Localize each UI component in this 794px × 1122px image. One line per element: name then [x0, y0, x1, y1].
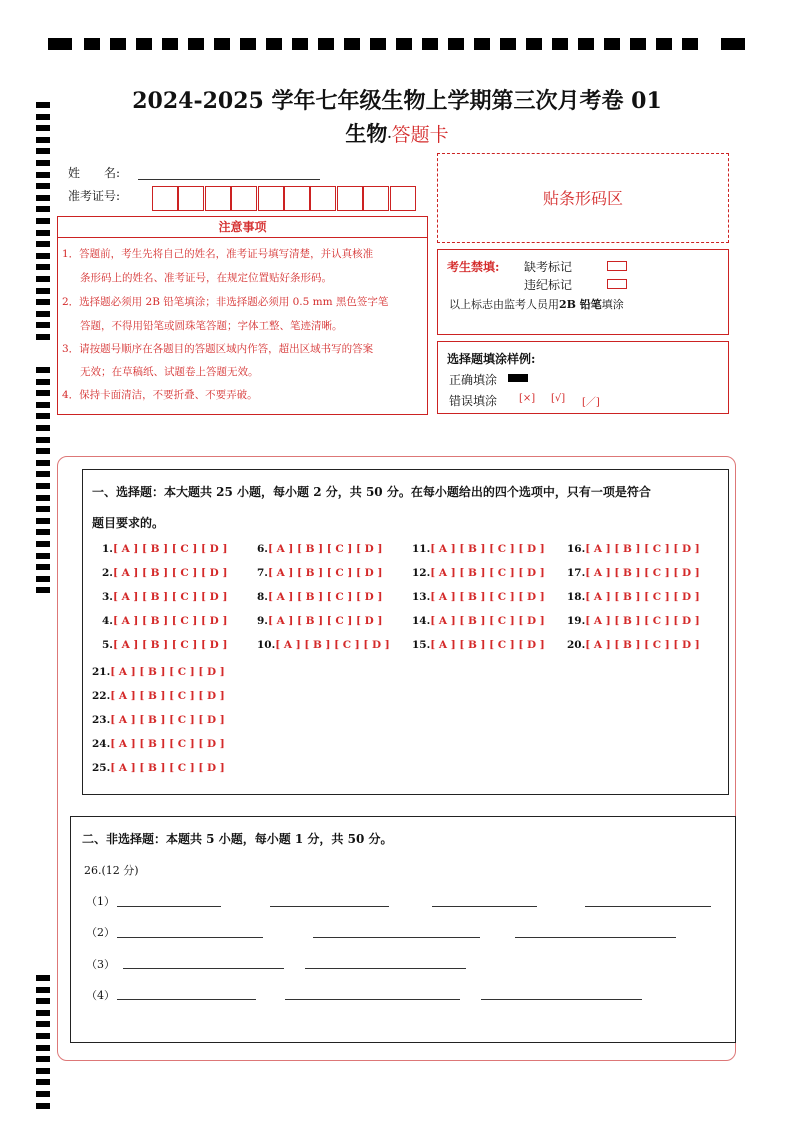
- choice-question[interactable]: [567, 639, 700, 651]
- answer-options[interactable]: [ A ] [ B ] [ C ] [ D ]: [430, 567, 545, 579]
- notice-line: 答题，不得用铅笔或圆珠笔答题；字体工整、笔迹清晰。: [80, 320, 343, 332]
- correct-fill-sample: [508, 374, 528, 382]
- answer-options[interactable]: [ A ] [ B ] [ C ] [ D ]: [110, 666, 225, 678]
- answer-line[interactable]: [313, 937, 480, 938]
- choice-question[interactable]: [257, 567, 382, 579]
- page-subtitle: [0, 118, 794, 148]
- answer-options[interactable]: [ A ] [ B ] [ C ] [ D ]: [112, 567, 228, 579]
- side-timing-mark: [36, 1021, 50, 1027]
- absent-mark-box[interactable]: [607, 261, 627, 271]
- side-timing-mark: [36, 172, 50, 178]
- side-timing-mark: [36, 230, 50, 236]
- choice-question[interactable]: [567, 591, 700, 603]
- forbidden-label: 考生禁填:: [447, 260, 500, 274]
- notice-line: 4．保持卡面清洁，不要折叠、不要弄破。: [62, 389, 258, 401]
- choice-question[interactable]: [102, 543, 227, 555]
- side-timing-mark: [36, 425, 50, 431]
- side-timing-mark: [36, 390, 50, 396]
- answer-options[interactable]: [ A ] [ B ] [ C ] [ D ]: [110, 738, 225, 750]
- answer-options[interactable]: [ A ] [ B ] [ C ] [ D ]: [430, 543, 545, 555]
- exam-id-digit-box[interactable]: [284, 186, 310, 211]
- choice-question[interactable]: [102, 639, 227, 651]
- violation-mark-box[interactable]: [607, 279, 627, 289]
- side-timing-mark: [36, 1068, 50, 1074]
- question-number: 12.: [412, 567, 431, 579]
- wrong-mark: [×]: [519, 393, 536, 404]
- wrong-fill-label: 错误填涂: [449, 394, 498, 408]
- part-label: （3）: [86, 958, 115, 971]
- side-timing-mark: [36, 276, 50, 282]
- question-number: 18.: [567, 591, 586, 603]
- choice-question[interactable]: [412, 615, 545, 627]
- exam-id-digit-box[interactable]: [205, 186, 231, 211]
- sample-title: 选择题填涂样例:: [447, 352, 536, 366]
- choice-question[interactable]: [257, 615, 382, 627]
- question-number: 14.: [412, 615, 431, 627]
- answer-options[interactable]: [ A ] [ B ] [ C ] [ D ]: [275, 639, 390, 651]
- choice-question[interactable]: [92, 690, 225, 702]
- subject-label: 生物: [345, 121, 388, 146]
- section1-heading: 一、选择题：本大题共 25 小题，每小题 2 分，共 50 分。在每小题给出的四个选项中，只有一项是符合: [92, 485, 651, 499]
- choice-question[interactable]: [567, 567, 700, 579]
- answer-line[interactable]: [117, 937, 263, 938]
- side-timing-mark: [36, 1079, 50, 1085]
- side-timing-mark: [36, 311, 50, 317]
- notice-line: 3．请按题号顺序在各题目的答题区域内作答，超出区域书写的答案: [62, 343, 374, 355]
- section2-heading: 二、非选择题：本题共 5 小题，每小题 1 分，共 50 分。: [82, 832, 393, 846]
- question-number: 23.: [92, 714, 111, 726]
- barcode-area-label: 贴条形码区: [542, 189, 623, 208]
- side-timing-mark: [36, 987, 50, 993]
- side-timing-mark: [36, 253, 50, 259]
- question-number: 3.: [102, 591, 113, 603]
- question-number: 1.: [102, 543, 113, 555]
- answer-line[interactable]: [515, 937, 676, 938]
- side-timing-mark: [36, 576, 50, 582]
- exam-id-digit-box[interactable]: [178, 186, 204, 211]
- question-number: 9.: [257, 615, 268, 627]
- exam-id-label: 准考证号:: [68, 189, 121, 203]
- choice-question[interactable]: [257, 591, 382, 603]
- side-timing-mark: [36, 460, 50, 466]
- exam-id-digit-box[interactable]: [152, 186, 178, 211]
- name-field[interactable]: [138, 179, 320, 180]
- section1-heading-cont: 题目要求的。: [92, 516, 165, 530]
- exam-id-digit-box[interactable]: [310, 186, 336, 211]
- side-timing-mark: [36, 518, 50, 524]
- exam-id-digit-box[interactable]: [363, 186, 389, 211]
- side-timing-mark: [36, 448, 50, 454]
- forbidden-note: [449, 296, 624, 312]
- choice-question[interactable]: [92, 738, 225, 750]
- notice-line: 无效；在草稿纸、试题卷上答题无效。: [80, 366, 259, 378]
- question-number: 20.: [567, 639, 586, 651]
- choice-question[interactable]: [412, 591, 545, 603]
- answer-card-label: 答题卡: [391, 124, 449, 146]
- choice-question[interactable]: [567, 615, 700, 627]
- side-timing-mark: [36, 529, 50, 535]
- question-number: 16.: [567, 543, 586, 555]
- forbidden-note-bold: 2B 铅笔: [559, 298, 602, 311]
- top-timing-marks: [48, 38, 745, 52]
- question-number: 24.: [92, 738, 111, 750]
- side-timing-mark: [36, 160, 50, 166]
- side-timing-mark: [36, 1010, 50, 1016]
- question-number: 10.: [257, 639, 276, 651]
- exam-id-digit-box[interactable]: [258, 186, 284, 211]
- side-timing-mark: [36, 483, 50, 489]
- side-timing-mark: [36, 1045, 50, 1051]
- side-timing-mark: [36, 264, 50, 270]
- notice-line: 条形码上的姓名、准考证号，在规定位置贴好条形码。: [80, 272, 332, 284]
- side-timing-mark: [36, 1091, 50, 1097]
- subtitle-dot: ·: [387, 130, 392, 144]
- choice-question[interactable]: [412, 543, 545, 555]
- part-label: （4）: [86, 989, 115, 1002]
- part-label: （2）: [86, 926, 115, 939]
- answer-options[interactable]: [ A ] [ B ] [ C ] [ D ]: [267, 591, 383, 603]
- answer-options[interactable]: [ A ] [ B ] [ C ] [ D ]: [267, 567, 383, 579]
- question-number: 15.: [412, 639, 431, 651]
- choice-question[interactable]: [102, 591, 227, 603]
- side-timing-mark: [36, 148, 50, 154]
- answer-options[interactable]: [ A ] [ B ] [ C ] [ D ]: [110, 690, 225, 702]
- answer-line[interactable]: [117, 999, 256, 1000]
- question-number: 25.: [92, 762, 111, 774]
- answer-options[interactable]: [ A ] [ B ] [ C ] [ D ]: [112, 591, 228, 603]
- choice-question[interactable]: [92, 762, 225, 774]
- question-number: 4.: [102, 615, 113, 627]
- side-timing-mark: [36, 241, 50, 247]
- side-timing-mark: [36, 975, 50, 981]
- part-label: （1）: [86, 895, 115, 908]
- side-timing-mark: [36, 288, 50, 294]
- answer-line[interactable]: [270, 906, 389, 907]
- answer-options[interactable]: [ A ] [ B ] [ C ] [ D ]: [112, 639, 228, 651]
- answer-line[interactable]: [305, 968, 466, 969]
- answer-options[interactable]: [ A ] [ B ] [ C ] [ D ]: [430, 639, 545, 651]
- section2-box: [70, 816, 736, 1043]
- side-timing-mark: [36, 541, 50, 547]
- side-timing-mark: [36, 437, 50, 443]
- side-timing-mark: [36, 195, 50, 201]
- absent-mark-label: 缺考标记: [524, 260, 573, 274]
- choice-question[interactable]: [257, 543, 382, 555]
- answer-line[interactable]: [585, 906, 711, 907]
- correct-fill-label: 正确填涂: [449, 373, 498, 387]
- wrong-mark: [／]: [582, 397, 600, 408]
- answer-options[interactable]: [ A ] [ B ] [ C ] [ D ]: [267, 543, 383, 555]
- answer-options[interactable]: [ A ] [ B ] [ C ] [ D ]: [112, 615, 228, 627]
- side-timing-mark: [36, 413, 50, 419]
- q26-label: 26.(12 分): [84, 864, 139, 877]
- question-number: 8.: [257, 591, 268, 603]
- answer-options[interactable]: [ A ] [ B ] [ C ] [ D ]: [430, 615, 545, 627]
- side-timing-mark: [36, 553, 50, 559]
- forbidden-note-text: 以上标志由监考人员用: [449, 298, 559, 311]
- choice-question[interactable]: [92, 714, 225, 726]
- side-timing-mark: [36, 299, 50, 305]
- question-number: 5.: [102, 639, 113, 651]
- side-timing-mark: [36, 495, 50, 501]
- notice-line: 1．答题前，考生先将自己的姓名，准考证号填写清楚，并认真核准: [62, 248, 374, 260]
- side-timing-mark: [36, 564, 50, 570]
- choice-question[interactable]: [102, 615, 227, 627]
- side-timing-mark: [36, 322, 50, 328]
- question-number: 19.: [567, 615, 586, 627]
- choice-question[interactable]: [412, 639, 545, 651]
- question-number: 6.: [257, 543, 268, 555]
- side-timing-mark: [36, 1103, 50, 1109]
- question-number: 11.: [412, 543, 431, 555]
- side-timing-mark: [36, 379, 50, 385]
- violation-mark-label: 违纪标记: [524, 278, 573, 292]
- side-timing-mark: [36, 998, 50, 1004]
- choice-question[interactable]: [412, 567, 545, 579]
- answer-options[interactable]: [ A ] [ B ] [ C ] [ D ]: [112, 543, 228, 555]
- side-timing-mark: [36, 587, 50, 593]
- answer-options[interactable]: [ A ] [ B ] [ C ] [ D ]: [585, 591, 700, 603]
- question-number: 21.: [92, 666, 111, 678]
- answer-options[interactable]: [ A ] [ B ] [ C ] [ D ]: [110, 714, 225, 726]
- answer-options[interactable]: [ A ] [ B ] [ C ] [ D ]: [267, 615, 383, 627]
- side-timing-mark: [36, 367, 50, 373]
- answer-options[interactable]: [ A ] [ B ] [ C ] [ D ]: [110, 762, 225, 774]
- wrong-mark: [√]: [551, 393, 566, 404]
- question-number: 17.: [567, 567, 586, 579]
- notice-title: 注意事项: [57, 216, 428, 238]
- choice-question[interactable]: [257, 639, 390, 651]
- exam-id-digit-box[interactable]: [231, 186, 257, 211]
- forbidden-note-text: 填涂: [601, 298, 624, 311]
- answer-line[interactable]: [432, 906, 537, 907]
- side-timing-mark: [36, 506, 50, 512]
- side-timing-mark: [36, 402, 50, 408]
- side-timing-mark: [36, 471, 50, 477]
- answer-options[interactable]: [ A ] [ B ] [ C ] [ D ]: [585, 639, 700, 651]
- answer-line[interactable]: [481, 999, 642, 1000]
- question-number: 7.: [257, 567, 268, 579]
- question-number: 13.: [412, 591, 431, 603]
- answer-line[interactable]: [285, 999, 460, 1000]
- choice-question[interactable]: [567, 543, 700, 555]
- side-timing-mark: [36, 183, 50, 189]
- side-timing-mark: [36, 206, 50, 212]
- choice-question[interactable]: [92, 666, 225, 678]
- answer-options[interactable]: [ A ] [ B ] [ C ] [ D ]: [585, 567, 700, 579]
- page-title: 2024-2025 学年七年级生物上学期第三次月考卷 01: [132, 88, 662, 114]
- side-timing-mark: [36, 1033, 50, 1039]
- answer-options[interactable]: [ A ] [ B ] [ C ] [ D ]: [585, 615, 700, 627]
- side-timing-mark: [36, 218, 50, 224]
- question-number: 22.: [92, 690, 111, 702]
- notice-line: 2．选择题必须用 2B 铅笔填涂；非选择题必须用 0.5 mm 黑色签字笔: [62, 296, 389, 308]
- answer-options[interactable]: [ A ] [ B ] [ C ] [ D ]: [585, 543, 700, 555]
- barcode-area: [437, 153, 729, 243]
- answer-options[interactable]: [ A ] [ B ] [ C ] [ D ]: [430, 591, 545, 603]
- answer-line[interactable]: [123, 968, 284, 969]
- exam-id-digit-box[interactable]: [337, 186, 363, 211]
- name-label: 姓 名:: [68, 166, 121, 180]
- answer-line[interactable]: [117, 906, 221, 907]
- exam-id-digit-box[interactable]: [390, 186, 416, 211]
- choice-question[interactable]: [102, 567, 227, 579]
- side-timing-mark: [36, 334, 50, 340]
- question-number: 2.: [102, 567, 113, 579]
- side-timing-mark: [36, 1056, 50, 1062]
